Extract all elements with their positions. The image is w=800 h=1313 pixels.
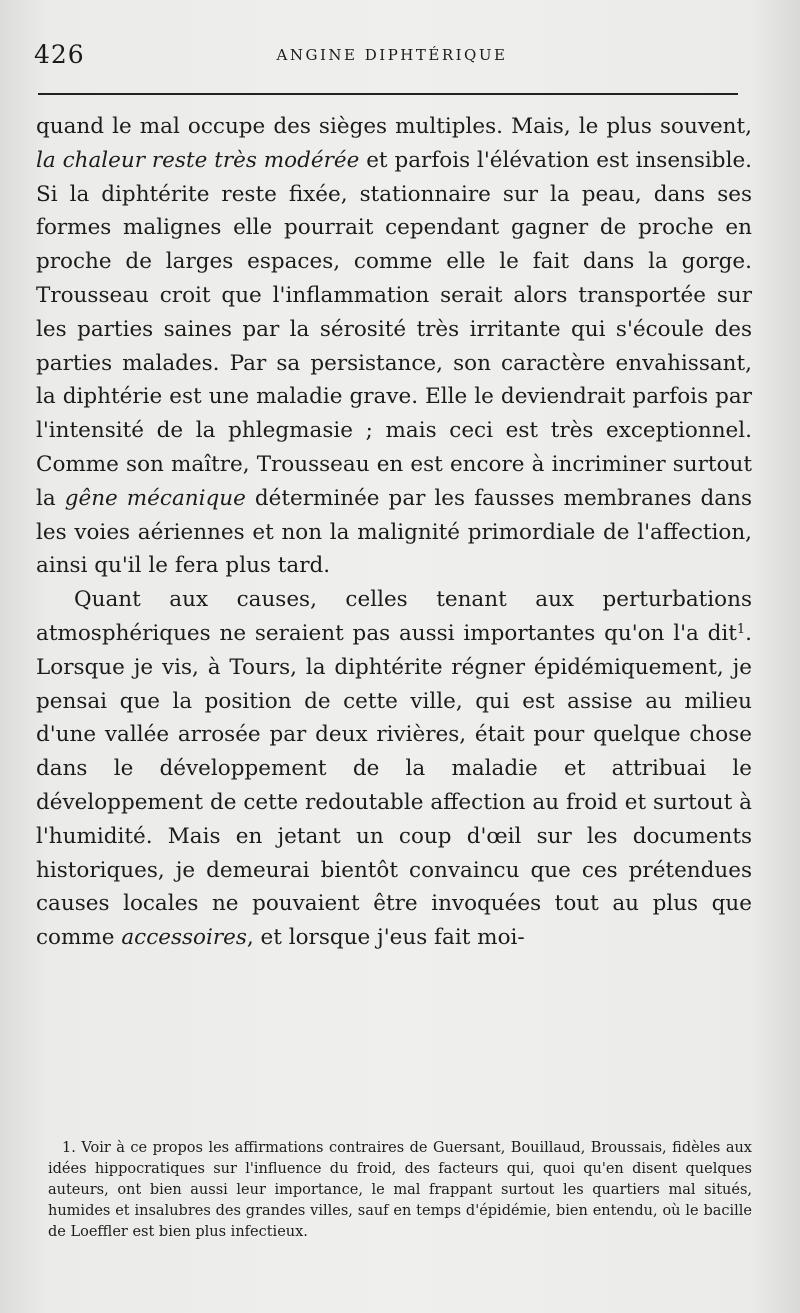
footnote-reference: 1	[736, 621, 746, 637]
paragraph-2-text-1: Quant aux causes, celles tenant aux perturbations atmosphériques ne seraient pas aussi importantes qu'on l'a dit	[36, 587, 752, 646]
paragraph-1-text-3: déterminée par les fausses membranes dans les voies aériennes et non la malignité primordiale de l'affection, ainsi qu'il le fera plus tard.	[36, 485, 752, 579]
running-title: ANGINE DIPHTÉRIQUE	[276, 46, 508, 64]
paragraph-2	[36, 583, 752, 955]
paragraph-1-text-2: et parfois l'élévation est insensible. Si la diphtérite reste fixée, stationnaire sur la peau, dans ses formes malignes elle pourrait cependant gagner de proche en proche de larges espaces, comme elle le fait dans la gorge. Trousseau croit que l'inflammation serait alors transportée sur les parties saines par la sérosité très irritante qui s'écoule des parties malades. Par sa persistance, son caractère envahissant, la diphtérie est une maladie grave. Elle le deviendrait parfois par l'intensité de la phlegmasie ; mais ceci est très exceptionnel. Comme son maître, Trousseau en est encore à incriminer surtout la	[36, 147, 753, 511]
italic-phrase-chaleur: la chaleur reste très modérée	[36, 147, 360, 173]
footnote	[48, 1138, 752, 1243]
page-header	[34, 40, 750, 76]
italic-phrase-gene-mecanique: gêne mécanique	[64, 485, 246, 511]
page-number: 426	[34, 40, 85, 69]
footnote-marker: 1.	[62, 1140, 76, 1156]
footnote-text: Voir à ce propos les affirmations contraires de Guersant, Bouillaud, Broussais, fidèles aux idées hippocratiques sur l'influence du froid, des facteurs qui, quoi qu'en disent quelques auteurs, ont bien aussi leur importance, le mal frappant surtout les quartiers mal situés, humides et insalubres des grandes villes, sauf en temps d'épidémie, bien entendu, où le bacille de Loeffler est bien plus infectieux.	[48, 1140, 752, 1240]
paragraph-2-text-3: , et lorsque j'eus fait moi-	[246, 925, 525, 951]
italic-word-accessoires: accessoires	[121, 925, 247, 951]
paragraph-2-text-2: . Lorsque je vis, à Tours, la diphtérite régner épidémiquement, je pensai que la position de cette ville, qui est assise au milieu d'une vallée arrosée par deux rivières, était pour quelque chose dans le développement de la maladie et attribuai le développement de cette redoutable affection au froid et surtout à l'humidité. Mais en jetant un coup d'œil sur les documents historiques, je demeurai bientôt convaincu que ces prétendues causes locales ne pouvaient être invoquées tout au plus que comme	[36, 620, 752, 951]
body-text	[36, 110, 752, 955]
header-rule	[38, 93, 738, 95]
paragraph-1	[36, 110, 752, 583]
paragraph-1-text-1: quand le mal occupe des sièges multiples. Mais, le plus souvent,	[36, 114, 752, 139]
